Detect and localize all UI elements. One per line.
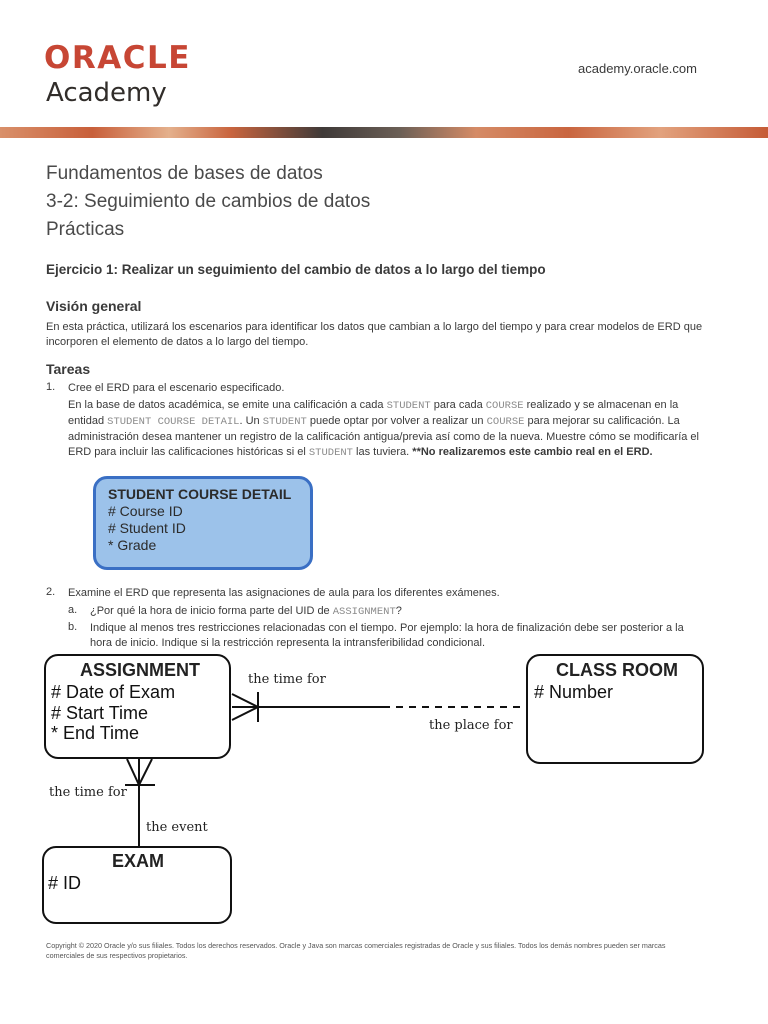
text-run: ERD para incluir las calificaciones históricas si el	[68, 446, 309, 458]
code-course: COURSE	[485, 400, 524, 412]
oracle-logo: ORACLE	[44, 40, 191, 76]
subtask-label: b.	[68, 621, 78, 633]
crows-foot-line	[232, 694, 258, 707]
scenario-line: administración desea mantener un registro de la calificación antigua/previa así como de la nueva. Muestre cómo se modificaría el	[68, 431, 699, 443]
entity-attribute: # ID	[48, 873, 82, 893]
entity-attribute: # Date of Exam	[51, 682, 176, 702]
footer-line: comerciales de sus respectivos propietarios.	[46, 951, 188, 960]
overview-line: incorporen el elemento de datos a lo largo del tiempo.	[46, 336, 309, 348]
relationship-label: the event	[146, 820, 208, 835]
relationship-label: the time for	[49, 785, 127, 800]
text-run: las tuviera.	[352, 446, 413, 458]
entity-attribute: # Number	[534, 682, 614, 702]
tasks-heading: Tareas	[46, 361, 91, 377]
overview-heading: Visión general	[46, 298, 142, 314]
subtask-line: Indique al menos tres restricciones relacionadas con el tiempo. Por ejemplo: la hora de finalización debe ser posterior a la	[90, 622, 684, 634]
entity-attribute: # Student ID	[108, 520, 186, 536]
entity-title: STUDENT COURSE DETAIL	[108, 486, 292, 502]
crows-foot-line	[139, 759, 152, 785]
course-title: Fundamentos de bases de datos	[46, 163, 323, 184]
code-course: COURSE	[486, 416, 525, 428]
task1-text: Cree el ERD para el escenario especificado.	[68, 382, 285, 394]
entity-title: EXAM	[112, 851, 165, 871]
section-title: Prácticas	[46, 219, 125, 240]
relationship-label: the time for	[248, 672, 326, 687]
exercise-heading: Ejercicio 1: Realizar un seguimiento del cambio de datos a lo largo del tiempo	[46, 262, 546, 277]
text-run: para mejorar su calificación. La	[524, 415, 680, 427]
entity-title: ASSIGNMENT	[80, 660, 201, 680]
entity-attribute: # Start Time	[51, 703, 149, 723]
text-run: para cada	[430, 399, 486, 411]
text-run: ¿Por qué la hora de inicio forma parte del UID de	[90, 605, 333, 617]
task2-text: Examine el ERD que representa las asignaciones de aula para los diferentes exámenes.	[68, 587, 500, 599]
text-run: puede optar por volver a realizar un	[306, 415, 487, 427]
task-number: 2.	[46, 586, 56, 598]
crows-foot-line	[232, 707, 258, 720]
subtask-line: hora de inicio. Indique si la restricción representa la intransferibilidad condicional.	[90, 637, 485, 649]
text-run: entidad	[68, 415, 108, 427]
text-run: . Un	[239, 415, 263, 427]
entity-attribute: # Course ID	[108, 503, 183, 519]
code-student-course-detail: STUDENT COURSE DETAIL	[107, 416, 240, 428]
code-assignment: ASSIGNMENT	[332, 606, 396, 618]
code-student: STUDENT	[386, 400, 431, 412]
copyright-footer	[46, 941, 726, 961]
academy-logo-text: Academy	[46, 78, 167, 108]
code-student: STUDENT	[308, 447, 353, 459]
entity-attribute: * End Time	[51, 723, 140, 743]
code-student: STUDENT	[262, 416, 307, 428]
lesson-title: 3-2: Seguimiento de cambios de datos	[46, 191, 371, 212]
entity-attribute: * Grade	[108, 537, 157, 553]
bold-note: **No realizaremos este cambio real en el ERD.	[412, 446, 653, 458]
footer-line: Copyright © 2020 Oracle y/o sus filiales. Todos los derechos reservados. Oracle y Java son marcas comerciales registradas de Oracle y sus filiales. Todos los demás nombres pueden ser marcas	[46, 941, 666, 950]
text-run: En la base de datos académica, se emite una calificación a cada	[68, 399, 387, 411]
crows-foot-line	[127, 759, 139, 785]
text-run: ?	[395, 605, 402, 617]
overview-line: En esta práctica, utilizará los escenarios para identificar los datos que cambian a lo largo del tiempo y para crear modelos de ERD que	[46, 321, 703, 333]
site-url[interactable]: academy.oracle.com	[578, 61, 697, 76]
subtask-label: a.	[68, 604, 78, 616]
relationship-label: the place for	[429, 718, 513, 733]
text-run: realizado y se almacenan en la	[523, 399, 679, 411]
task-number: 1.	[46, 381, 56, 393]
entity-title: CLASS ROOM	[556, 660, 679, 680]
